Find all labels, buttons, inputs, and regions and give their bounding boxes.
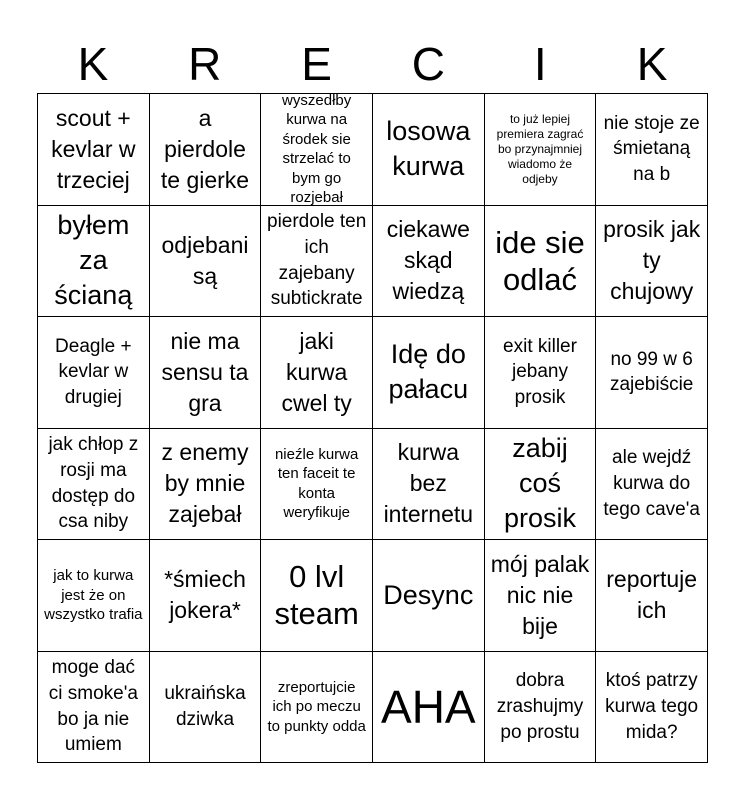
bingo-cell[interactable] (38, 429, 150, 541)
bingo-cell[interactable] (38, 317, 150, 429)
title-letter: I (533, 38, 547, 90)
bingo-cell[interactable] (261, 94, 373, 206)
bingo-cell[interactable] (596, 317, 708, 429)
bingo-cell-text: no 99 w 6 zajebiście (609, 348, 694, 396)
bingo-cell[interactable] (150, 652, 262, 764)
bingo-cell[interactable] (485, 206, 597, 318)
bingo-cell[interactable] (261, 317, 373, 429)
bingo-cell-text: z enemy by mnie zajebał (161, 439, 249, 528)
bingo-cell[interactable] (150, 206, 262, 318)
bingo-cell-text: kurwa bez internetu (383, 439, 474, 528)
bingo-cell[interactable] (373, 206, 485, 318)
bingo-cell[interactable] (38, 94, 150, 206)
bingo-cell[interactable] (150, 94, 262, 206)
bingo-cell-text: jak to kurwa jest że on wszystko trafia (44, 567, 143, 623)
bingo-cell-text: to już lepiej premiera zagrać bo przynajmniej wiadomo że odjeby (496, 111, 584, 186)
bingo-cell-text: mój palak nic nie bije (490, 550, 590, 639)
bingo-cell-text: 0 lvl steam (274, 559, 359, 632)
bingo-cell[interactable] (596, 652, 708, 764)
bingo-cell[interactable] (261, 206, 373, 318)
bingo-cell[interactable] (373, 94, 485, 206)
bingo-cell-text: nie stoje ze śmietaną na b (603, 112, 700, 186)
bingo-cell-text: ktoś patrzy kurwa tego mida? (605, 670, 699, 743)
title-letter: C (411, 38, 446, 90)
bingo-cell-text: Idę do pałacu (388, 339, 469, 405)
bingo-cell[interactable] (38, 652, 150, 764)
bingo-cell[interactable] (596, 540, 708, 652)
bingo-cell[interactable] (150, 540, 262, 652)
title-letter: K (77, 38, 109, 90)
bingo-cell-text: Desync (383, 579, 474, 610)
bingo-cell[interactable] (150, 429, 262, 541)
bingo-cell-text: reportuje ich (606, 566, 698, 624)
bingo-cell-text: ciekawe skąd wiedzą (386, 216, 470, 305)
bingo-cell[interactable] (261, 429, 373, 541)
bingo-cell[interactable] (596, 206, 708, 318)
bingo-cell-text: ale wejdź kurwa do tego cave'a (603, 447, 700, 520)
bingo-cell[interactable] (596, 94, 708, 206)
bingo-cell-text: Deagle + kevlar w drugiej (55, 335, 132, 409)
bingo-cell[interactable] (373, 429, 485, 541)
bingo-cell[interactable] (38, 540, 150, 652)
title-letter: E (301, 38, 332, 90)
bingo-cell-text: nie ma sensu ta gra (161, 327, 249, 416)
title-letter: K (636, 38, 668, 90)
bingo-cell[interactable] (38, 206, 150, 318)
bingo-cell-text: byłem za ścianą (54, 210, 133, 311)
bingo-cell-text: jaki kurwa cwel ty (281, 327, 352, 416)
bingo-cell[interactable] (373, 317, 485, 429)
bingo-cell-text: ukraińska dziwka (164, 683, 246, 730)
bingo-cell[interactable] (373, 540, 485, 652)
bingo-cell[interactable] (485, 94, 597, 206)
bingo-board (37, 93, 708, 763)
bingo-cell-text: moge dać ci smoke'a bo ja nie umiem (48, 657, 138, 756)
bingo-cell-text: a pierdole te gierke (160, 104, 250, 193)
bingo-cell-text: scout + kevlar w trzeciej (51, 104, 136, 193)
bingo-cell-text: dobra zrashujmy po prostu (496, 670, 584, 743)
bingo-cell-text: jak chłop z rosji ma dostęp do csa niby (48, 434, 139, 533)
bingo-title (37, 36, 708, 92)
bingo-cell-text: *śmiech jokera* (164, 566, 246, 624)
bingo-cell[interactable] (485, 317, 597, 429)
bingo-cell-text: zreportujcie ich po meczu to punkty odda (267, 678, 366, 735)
bingo-cell[interactable] (485, 540, 597, 652)
bingo-cell[interactable] (261, 652, 373, 764)
bingo-cell[interactable] (373, 652, 485, 764)
bingo-cell[interactable] (150, 317, 262, 429)
bingo-cell-text: prosik jak ty chujowy (603, 216, 701, 305)
bingo-cell[interactable] (261, 540, 373, 652)
title-letter: R (188, 38, 222, 90)
bingo-cell[interactable] (485, 652, 597, 764)
bingo-cell-text: AHA (381, 680, 476, 733)
bingo-cell-text: pierdole ten ich zajebany subtickrate (267, 211, 367, 310)
bingo-cell[interactable] (485, 429, 597, 541)
bingo-cell-text: odjebani są (161, 231, 249, 289)
bingo-cell-text: losowa kurwa (386, 116, 471, 182)
bingo-cell-text: ide sie odlać (495, 224, 585, 297)
bingo-cell-text: nieźle kurwa ten faceit te konta weryfikuje (274, 445, 359, 522)
bingo-cell-text: exit killer jebany prosik (503, 335, 577, 409)
bingo-cell-text: wyszedłby kurwa na środek sie strzelać to bym go rozjebał (282, 94, 352, 206)
bingo-cell-text: zabij coś prosik (503, 433, 576, 534)
bingo-cell[interactable] (596, 429, 708, 541)
